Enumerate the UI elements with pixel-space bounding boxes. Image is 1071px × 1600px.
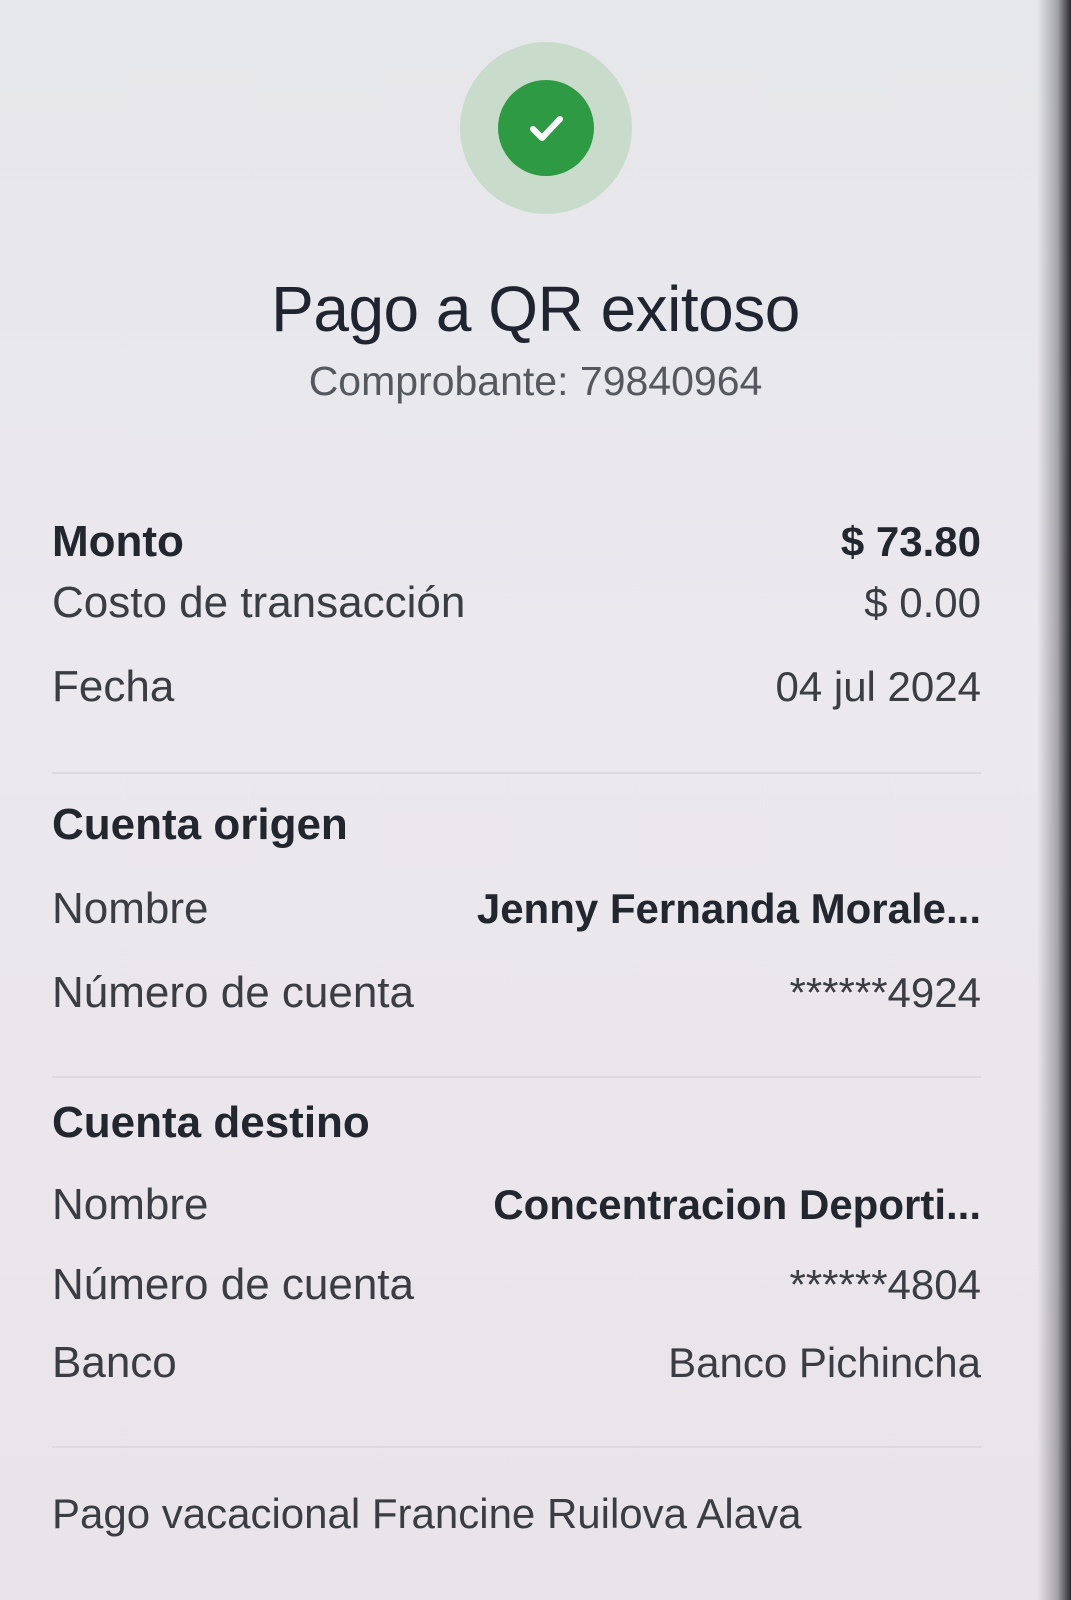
check-icon <box>520 102 572 154</box>
success-circle <box>498 80 594 176</box>
amount-row <box>52 492 981 567</box>
amount-label: Monto <box>52 517 184 566</box>
fee-row <box>52 578 981 628</box>
origin-name-label: Nombre <box>52 884 209 933</box>
origin-account-label: Número de cuenta <box>52 968 414 1017</box>
destination-section-header <box>52 1098 981 1148</box>
date-row <box>52 662 981 712</box>
divider <box>52 1446 981 1448</box>
origin-account-value: ******4924 <box>789 969 981 1016</box>
device-edge <box>1037 0 1071 1600</box>
destination-name-row <box>52 1180 981 1230</box>
destination-account-label: Número de cuenta <box>52 1260 414 1309</box>
origin-account-row <box>52 968 981 1018</box>
divider <box>52 772 981 774</box>
date-label: Fecha <box>52 662 175 711</box>
fee-label: Costo de transacción <box>52 578 466 627</box>
origin-section-header <box>52 800 981 850</box>
origin-name-row <box>52 884 981 934</box>
divider <box>52 1076 981 1078</box>
origin-name-value: Jenny Fernanda Morale... <box>476 885 981 932</box>
destination-section-title: Cuenta destino <box>52 1098 370 1147</box>
destination-name-label: Nombre <box>52 1180 209 1229</box>
amount-value: $ 73.80 <box>840 518 981 565</box>
date-value: 04 jul 2024 <box>775 663 981 710</box>
destination-account-value: ******4804 <box>789 1261 981 1308</box>
fee-value: $ 0.00 <box>864 579 981 626</box>
destination-bank-row <box>52 1338 981 1388</box>
origin-section-title: Cuenta origen <box>52 800 348 849</box>
destination-account-row <box>52 1260 981 1310</box>
destination-bank-value: Banco Pichincha <box>668 1339 981 1386</box>
page-title: Pago a QR exitoso <box>271 273 800 345</box>
payment-description: Pago vacacional Francine Ruilova Alava <box>52 1490 802 1537</box>
receipt-number: Comprobante: 79840964 <box>308 358 763 404</box>
success-badge <box>460 42 632 214</box>
destination-bank-label: Banco <box>52 1338 177 1387</box>
destination-name-value: Concentracion Deporti... <box>493 1181 981 1228</box>
